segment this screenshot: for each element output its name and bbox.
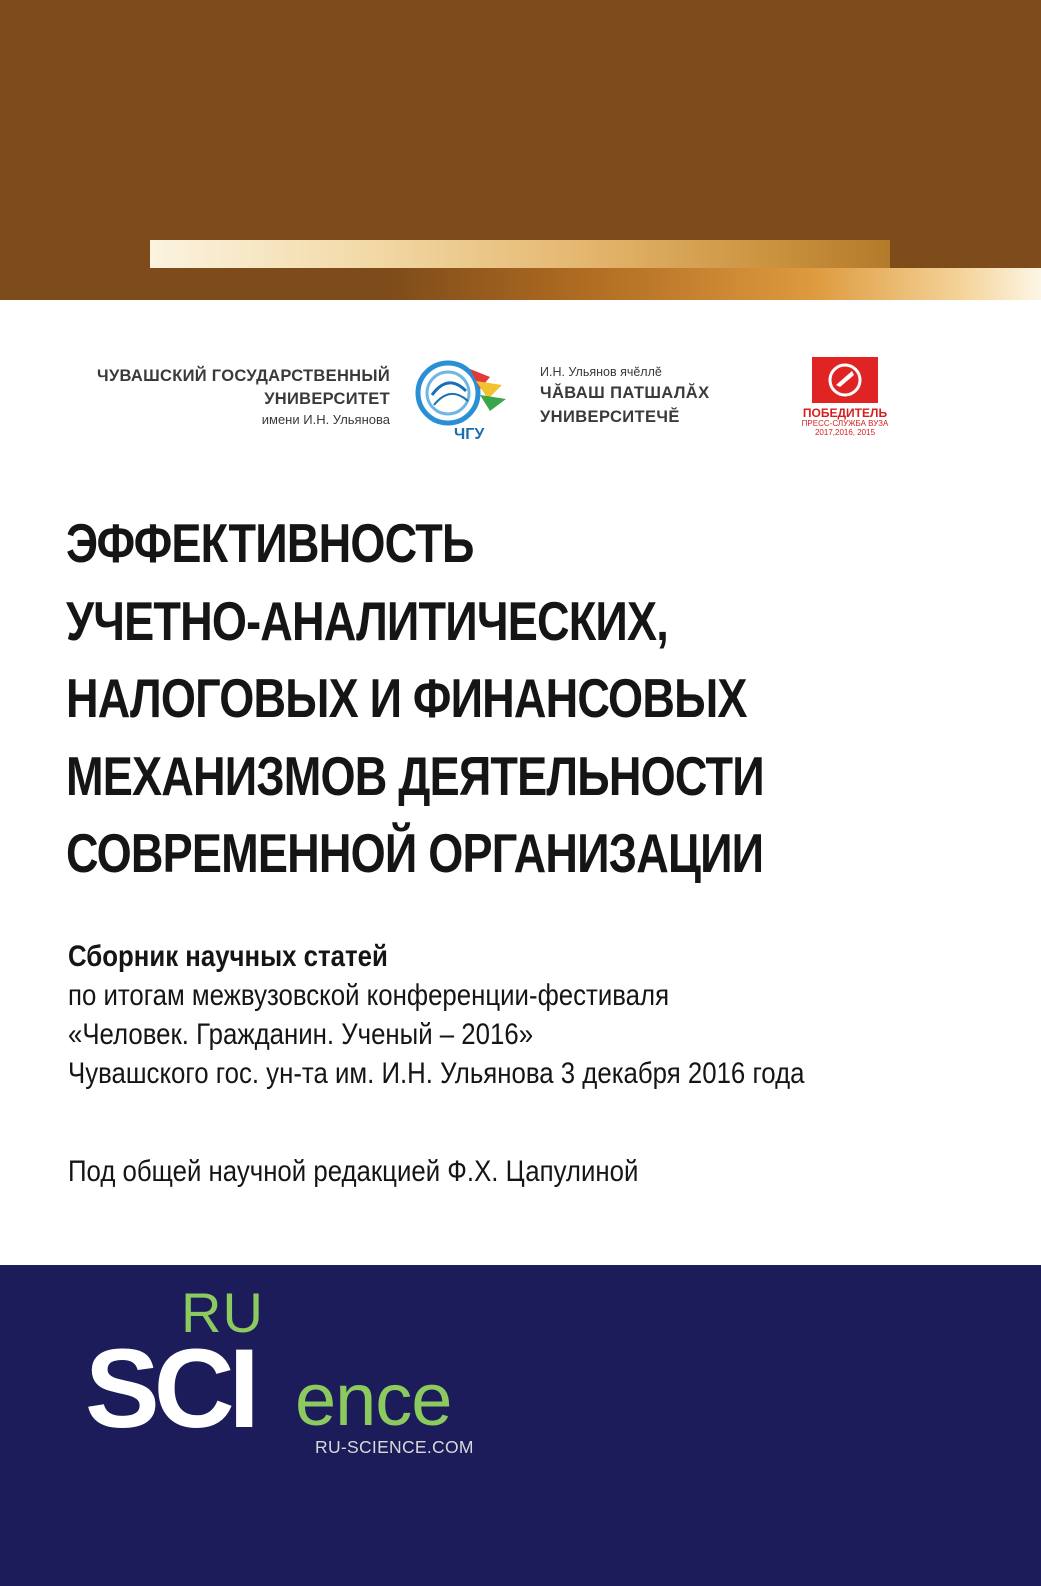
subtitle-line-1: Сборник научных статей	[68, 940, 388, 973]
book-title	[66, 505, 829, 893]
title-line-5: СОВРЕМЕННОЙ ОРГАНИЗАЦИИ	[66, 822, 764, 884]
award-line1: ПРЕСС-СЛУЖБА ВУЗА	[801, 419, 889, 428]
publisher-url: RU-SCIENCE.COM	[315, 1437, 474, 1457]
university-name-chuvash	[540, 363, 710, 429]
title-line-4: МЕХАНИЗМОВ ДЕЯТЕЛЬНОСТИ	[66, 744, 764, 807]
subtitle-line-3: «Человек. Гражданин. Ученый – 2016»	[68, 1018, 534, 1051]
award-logo-icon	[812, 357, 878, 403]
editor-line: Под общей научной редакцией Ф.Х. Цапулиной	[68, 1155, 639, 1188]
subtitle-block	[68, 937, 859, 1093]
award-badge	[790, 355, 900, 450]
award-caption: ПОБЕДИТЕЛЬ	[802, 406, 888, 420]
publisher-logo	[85, 1281, 545, 1475]
university-ru-line3: имени И.Н. Ульянова	[261, 412, 390, 427]
university-cv-line2: ЧĂВАШ ПАТШАЛĂХ	[540, 384, 710, 402]
university-ru-line2: УНИВЕРСИТЕТ	[264, 390, 390, 408]
publisher-sci: SCI	[85, 1326, 254, 1451]
logo-row	[0, 355, 1041, 455]
university-ru-line1: ЧУВАШСКИЙ ГОСУДАРСТВЕННЫЙ	[97, 367, 390, 385]
title-line-1: ЭФФЕКТИВНОСТЬ	[66, 512, 474, 574]
emblem-text: ЧГУ	[454, 426, 485, 443]
university-cv-line1: И.Н. Ульянов ячĕллĕ	[540, 365, 662, 379]
orange-gradient-stripe	[390, 268, 1041, 300]
award-line2: 2017,2016, 2015	[814, 428, 876, 437]
university-emblem-icon	[410, 355, 520, 445]
university-cv-line3: УНИВЕРСИТЕЧĔ	[540, 408, 680, 426]
subtitle-line-4: Чувашского гос. ун-та им. И.Н. Ульянова 3 декабря 2016 года	[68, 1057, 805, 1090]
university-name-russian	[60, 365, 390, 429]
title-line-3: НАЛОГОВЫХ И ФИНАНСОВЫХ	[66, 667, 747, 729]
publisher-ru: RU	[181, 1281, 264, 1344]
gold-gradient-stripe	[150, 240, 890, 268]
title-line-2: УЧЕТНО-АНАЛИТИЧЕСКИХ,	[66, 589, 669, 652]
subtitle-line-2: по итогам межвузовской конференции-фестиваля	[68, 979, 670, 1012]
publisher-ence: ence	[295, 1358, 452, 1441]
